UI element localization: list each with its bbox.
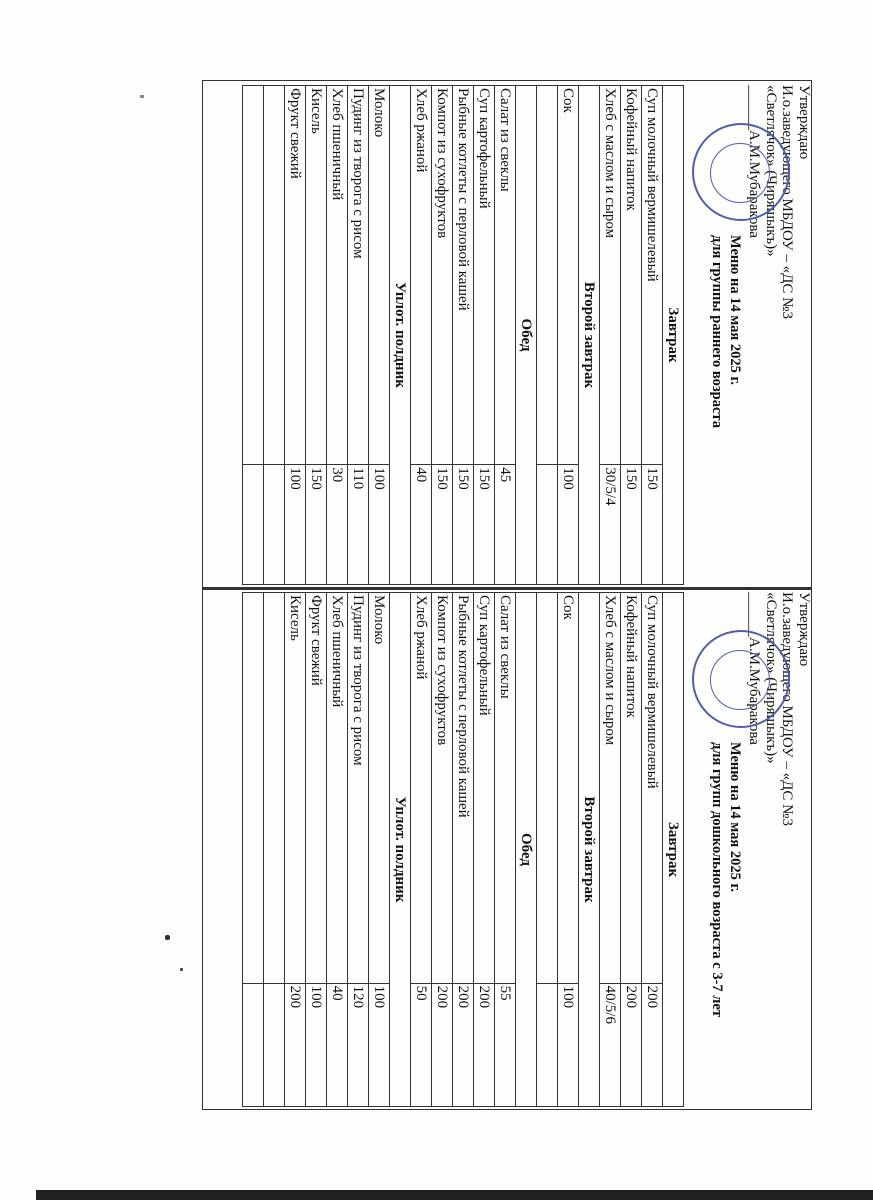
empty-cell xyxy=(243,593,264,984)
menu-sheet-preschool xyxy=(242,592,812,1107)
approval-signature: ______А.М.Мубаракова xyxy=(746,592,763,745)
dish-amount: 40 xyxy=(411,465,432,585)
dish-amount: 100 xyxy=(285,465,306,585)
menu-table xyxy=(242,592,684,1107)
dish-name: Кофейный напиток xyxy=(621,593,642,984)
approval-line-1: Утверждаю xyxy=(796,592,812,667)
dish-name: Рыбные котлеты с перловой кашей xyxy=(453,593,474,984)
dish-amount: 150 xyxy=(432,465,453,585)
dish-name: Хлеб ржаной xyxy=(411,86,432,465)
table-row xyxy=(348,86,369,585)
section-lunch: Обед xyxy=(516,86,537,585)
dish-name: Хлеб пшеничный xyxy=(327,593,348,984)
empty-cell xyxy=(264,86,285,465)
table-row xyxy=(600,86,621,585)
dish-name: Пудинг из творога с рисом xyxy=(348,86,369,465)
dish-amount: 30 xyxy=(327,465,348,585)
approval-line-3: «Светлячок» (Чиряшыкъ)» xyxy=(763,592,779,764)
dish-amount: 120 xyxy=(348,983,369,1106)
dish-name: Фрукт свежий xyxy=(306,593,327,984)
table-row xyxy=(306,86,327,585)
table-row xyxy=(369,593,390,1107)
menu-table xyxy=(242,85,684,585)
dish-amount: 100 xyxy=(369,465,390,585)
menu-sheet-early-age xyxy=(242,85,812,585)
dish-amount: 200 xyxy=(474,983,495,1106)
dish-name: Компот из сухофруктов xyxy=(432,593,453,984)
table-row xyxy=(558,86,579,585)
approval-line-2: И.о.заведующего МБДОУ – «ДС №3 xyxy=(779,592,796,826)
section-lunch: Обед xyxy=(516,593,537,1107)
dish-amount: 30/5/4 xyxy=(600,465,621,585)
table-row xyxy=(432,593,453,1107)
table-row xyxy=(642,593,663,1107)
table-row xyxy=(495,86,516,585)
dish-amount: 200 xyxy=(453,983,474,1106)
table-row xyxy=(264,593,285,1107)
dish-amount: 100 xyxy=(369,983,390,1106)
dish-name: Кофейный напиток xyxy=(621,86,642,465)
section-afternoon-snack: Уплот. полдник xyxy=(390,593,411,1107)
dish-name: Сок xyxy=(558,593,579,984)
section-breakfast: Завтрак xyxy=(663,86,684,585)
dish-name: Кисель xyxy=(306,86,327,465)
table-row xyxy=(327,593,348,1107)
empty-cell xyxy=(243,983,264,1106)
dish-name: Кисель xyxy=(285,593,306,984)
dish-name: Суп картофельный xyxy=(474,593,495,984)
approval-line-2: И.о.заведующего МБДОУ – «ДС №3 xyxy=(779,85,796,319)
approval-line-3: «Светлячок» (Чиряшыкъ)» xyxy=(763,85,779,257)
table-row xyxy=(243,86,264,585)
dish-amount: 55 xyxy=(495,983,516,1106)
table-row xyxy=(558,593,579,1107)
scan-speck xyxy=(165,935,170,940)
table-row xyxy=(432,86,453,585)
table-row xyxy=(243,593,264,1107)
dish-amount: 100 xyxy=(558,983,579,1106)
table-row xyxy=(411,86,432,585)
dish-amount: 200 xyxy=(621,983,642,1106)
table-row xyxy=(642,86,663,585)
dish-name: Молоко xyxy=(369,593,390,984)
table-row xyxy=(453,86,474,585)
scan-speck xyxy=(180,968,183,971)
empty-cell xyxy=(537,593,558,984)
approval-line-1: Утверждаю xyxy=(796,85,812,160)
dish-name: Сок xyxy=(558,86,579,465)
empty-cell xyxy=(537,86,558,465)
sheet-divider xyxy=(202,587,812,590)
menu-title xyxy=(708,742,744,1017)
table-row xyxy=(474,593,495,1107)
table-row xyxy=(327,86,348,585)
dish-name: Компот из сухофруктов xyxy=(432,86,453,465)
dish-name: Пудинг из творога с рисом xyxy=(348,593,369,984)
dish-amount: 100 xyxy=(306,983,327,1106)
dish-amount: 50 xyxy=(411,983,432,1106)
empty-cell xyxy=(264,593,285,984)
dish-amount: 200 xyxy=(642,983,663,1106)
section-afternoon-snack: Уплот. полдник xyxy=(390,86,411,585)
dish-name: Салат из свеклы xyxy=(495,593,516,984)
section-second-breakfast: Второй завтрак xyxy=(579,593,600,1107)
dish-amount: 150 xyxy=(306,465,327,585)
dish-amount: 45 xyxy=(495,465,516,585)
table-row xyxy=(285,593,306,1107)
approval-signature: ______А.М.Мубаракова xyxy=(746,85,763,238)
table-row xyxy=(306,593,327,1107)
dish-name: Хлеб пшеничный xyxy=(327,86,348,465)
table-row xyxy=(285,86,306,585)
dish-amount: 150 xyxy=(474,465,495,585)
dish-name: Суп молочный вермишелевый xyxy=(642,593,663,984)
table-row xyxy=(621,86,642,585)
dish-amount: 150 xyxy=(642,465,663,585)
empty-cell xyxy=(264,465,285,585)
dish-name: Хлеб с маслом и сыром xyxy=(600,86,621,465)
dish-name: Фрукт свежий xyxy=(285,86,306,465)
dish-amount: 40/5/6 xyxy=(600,983,621,1106)
empty-cell xyxy=(537,983,558,1106)
dish-name: Хлеб ржаной xyxy=(411,593,432,984)
dish-name: Хлеб с маслом и сыром xyxy=(600,593,621,984)
table-row xyxy=(453,593,474,1107)
table-row xyxy=(537,593,558,1107)
menu-date: Меню на 14 мая 2025 г. xyxy=(727,742,743,893)
table-row xyxy=(411,593,432,1107)
table-row xyxy=(474,86,495,585)
menu-group: для групп дошкольного возраста с 3-7 лет xyxy=(709,742,725,1017)
menu-group: для группы раннего возраста xyxy=(709,235,725,428)
table-row xyxy=(495,593,516,1107)
dish-amount: 40 xyxy=(327,983,348,1106)
dish-amount: 110 xyxy=(348,465,369,585)
dish-name: Суп картофельный xyxy=(474,86,495,465)
approval-header xyxy=(684,85,812,585)
table-row xyxy=(348,593,369,1107)
seal-stamp-icon xyxy=(692,630,790,728)
scan-speck xyxy=(140,95,144,98)
section-breakfast: Завтрак xyxy=(663,593,684,1107)
scan-edge-bar xyxy=(36,1190,873,1200)
empty-cell xyxy=(537,465,558,585)
dish-name: Суп молочный вермишелевый xyxy=(642,86,663,465)
dish-amount: 200 xyxy=(432,983,453,1106)
dish-name: Салат из свеклы xyxy=(495,86,516,465)
table-row xyxy=(264,86,285,585)
approval-header xyxy=(684,592,812,1107)
table-row xyxy=(537,86,558,585)
dish-amount: 150 xyxy=(453,465,474,585)
seal-stamp-icon xyxy=(692,123,790,221)
empty-cell xyxy=(243,465,264,585)
dish-amount: 150 xyxy=(621,465,642,585)
empty-cell xyxy=(264,983,285,1106)
section-second-breakfast: Второй завтрак xyxy=(579,86,600,585)
table-row xyxy=(600,593,621,1107)
dish-amount: 100 xyxy=(558,465,579,585)
menu-title xyxy=(708,235,744,428)
empty-cell xyxy=(243,86,264,465)
table-row xyxy=(621,593,642,1107)
dish-name: Рыбные котлеты с перловой кашей xyxy=(453,86,474,465)
menu-date: Меню на 14 мая 2025 г. xyxy=(727,235,743,386)
dish-name: Молоко xyxy=(369,86,390,465)
dish-amount: 200 xyxy=(285,983,306,1106)
table-row xyxy=(369,86,390,585)
